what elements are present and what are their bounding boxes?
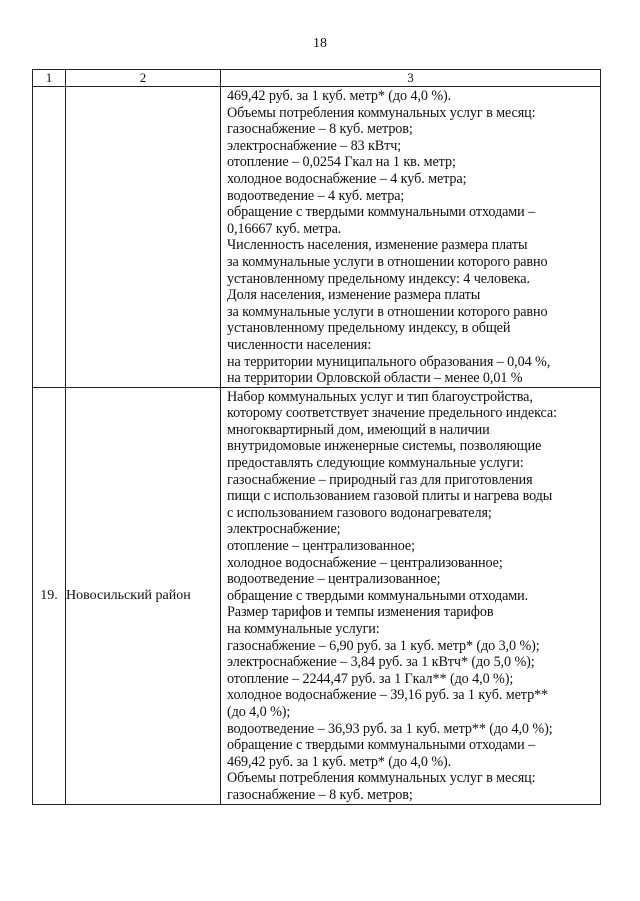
text-line: Доля населения, изменение размера платы — [227, 287, 481, 304]
table-row-19 — [33, 387, 601, 804]
text-line: численности населения: — [227, 336, 372, 353]
text-line: газоснабжение – природный газ для приготовления — [227, 471, 533, 488]
row-number-cell — [33, 87, 66, 388]
text-line: (до 4,0 %); — [227, 703, 291, 720]
text-line: Набор коммунальных услуг и тип благоустройства, — [227, 388, 533, 405]
row-number-cell: 19. — [33, 387, 66, 804]
text-line: отопление – 0,0254 Гкал на 1 кв. метр; — [227, 154, 456, 171]
text-line: холодное водоснабжение – централизованное; — [227, 554, 503, 571]
text-line: с использованием газового водонагревателя; — [227, 504, 492, 521]
text-line: электроснабжение – 3,84 руб. за 1 кВтч* (до 5,0 %); — [227, 654, 535, 671]
text-line: газоснабжение – 8 куб. метров; — [227, 121, 413, 138]
text-line: многоквартирный дом, имеющий в наличии — [227, 421, 490, 438]
text-line: водоотведение – 4 куб. метра; — [227, 187, 405, 204]
text-line: обращение с твердыми коммунальными отходами – — [227, 204, 536, 221]
text-line: за коммунальные услуги в отношении которого равно — [227, 253, 548, 270]
text-line: отопление – 2244,47 руб. за 1 Гкал** (до 4,0 %); — [227, 670, 514, 687]
text-line: холодное водоснабжение – 39,16 руб. за 1 куб. метр** — [227, 687, 549, 704]
text-line: электроснабжение; — [227, 521, 341, 538]
text-line: установленному предельному индексу: 4 человека. — [227, 270, 530, 287]
text-line: 469,42 руб. за 1 куб. метр* (до 4,0 %). — [227, 88, 452, 104]
header-col-2: 2 — [66, 70, 221, 87]
text-line: холодное водоснабжение – 4 куб. метра; — [227, 170, 467, 187]
details-cell — [221, 387, 601, 804]
text-line: обращение с твердыми коммунальными отходами. — [227, 587, 529, 604]
text-line: на коммунальные услуги: — [227, 621, 380, 637]
header-col-3: 3 — [221, 70, 601, 87]
text-line: 469,42 руб. за 1 куб. метр* (до 4,0 %). — [227, 753, 452, 770]
text-line: обращение с твердыми коммунальными отходами – — [227, 737, 536, 754]
text-line: которому соответствует значение предельного индекса: — [227, 405, 557, 422]
district-cell — [66, 87, 221, 388]
text-line: водоотведение – 36,93 руб. за 1 куб. метр** (до 4,0 %); — [227, 720, 553, 737]
text-line: на территории Орловской области – менее 0,01 % — [227, 370, 523, 387]
text-line: предоставлять следующие коммунальные услуги: — [227, 455, 524, 472]
text-line: на территории муниципального образования – 0,04 %, — [227, 353, 551, 370]
text-line: Объемы потребления коммунальных услуг в месяц: — [227, 104, 536, 121]
district-name: Новосильский район — [66, 587, 191, 603]
data-table — [32, 69, 601, 805]
table-header-row — [33, 70, 601, 87]
page-number: 18 — [313, 36, 327, 51]
text-line: установленному предельному индексу, в общей — [227, 320, 511, 337]
text-line: газоснабжение – 6,90 руб. за 1 куб. метр* (до 3,0 %); — [227, 637, 540, 654]
details-cell — [221, 87, 601, 388]
text-line: 0,16667 куб. метра. — [227, 220, 342, 237]
text-line: пищи с использованием газовой плиты и нагрева воды — [227, 488, 553, 505]
district-cell — [66, 387, 221, 804]
text-line: внутридомовые инженерные системы, позволяющие — [227, 438, 542, 455]
text-line: водоотведение – централизованное; — [227, 571, 441, 588]
text-line: Объемы потребления коммунальных услуг в месяц: — [227, 770, 536, 787]
header-col-1: 1 — [33, 70, 66, 87]
text-line: Размер тарифов и темпы изменения тарифов — [227, 604, 494, 621]
text-line: за коммунальные услуги в отношении которого равно — [227, 303, 548, 320]
continuation-text — [221, 87, 600, 387]
text-line: газоснабжение – 8 куб. метров; — [227, 786, 413, 803]
row19-text — [221, 388, 600, 804]
text-line: Численность населения, изменение размера платы — [227, 237, 528, 254]
table-row-continuation — [33, 87, 601, 388]
text-line: отопление – централизованное; — [227, 538, 415, 555]
text-line: электроснабжение – 83 кВтч; — [227, 137, 402, 154]
